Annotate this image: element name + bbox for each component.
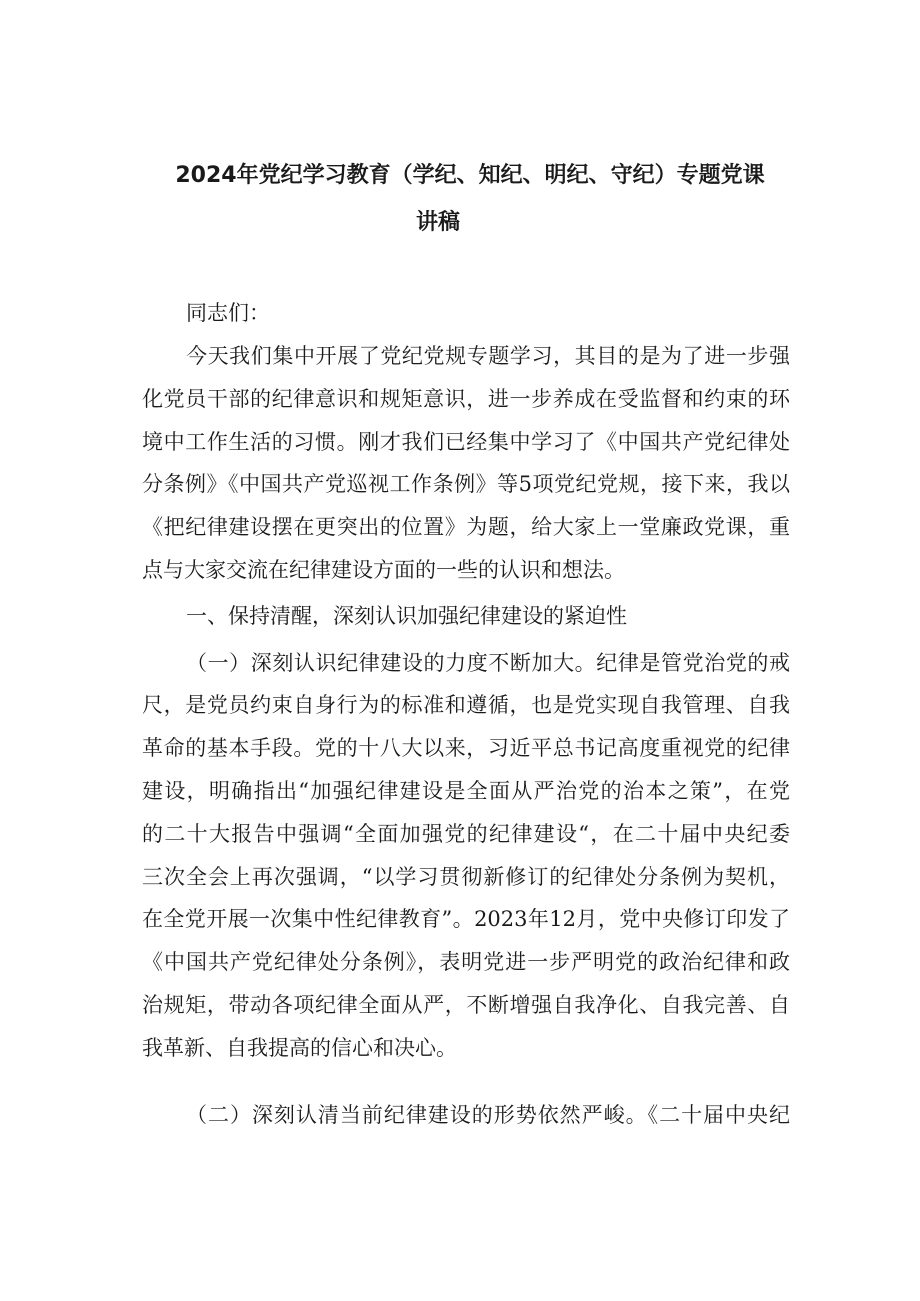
intro-line: 今天我们集中开展了党纪党规专题学习，其目的是为了进一步强 <box>186 344 790 368</box>
paragraph-line: 《中国共产党纪律处分条例》，表明党进一步严明党的政治纪律和政 <box>142 950 790 974</box>
intro-line: 《把纪律建设摆在更突出的位置》为题，给大家上一堂廉政党课，重 <box>142 515 790 539</box>
paragraph-line: 革命的基本手段。党的十八大以来，习近平总书记高度重视党的纪律 <box>142 736 790 760</box>
intro-line: 分条例》《中国共产党巡视工作条例》等5项党纪党规，接下来，我以 <box>142 472 790 496</box>
paragraph-line: （二）深刻认清当前纪律建设的形势依然严峻。《二十届中央纪 <box>186 1103 790 1127</box>
paragraph-line: 建设，明确指出“加强纪律建设是全面从严治党的治本之策”，在党 <box>142 779 790 803</box>
salutation: 同志们： <box>186 301 270 325</box>
paragraph-line: 在全党开展一次集中性纪律教育”。2023年12月，党中央修订印发了 <box>142 907 790 931</box>
paragraph-line: （一）深刻认识纪律建设的力度不断加大。纪律是管党治党的戒 <box>186 651 790 675</box>
intro-line: 化党员干部的纪律意识和规矩意识，进一步养成在受监督和约束的环 <box>142 387 790 411</box>
section-heading-1: 一、保持清醒，深刻认识加强纪律建设的紧迫性 <box>186 604 627 628</box>
paragraph-line: 三次全会上再次强调，“以学习贯彻新修订的纪律处分条例为契机， <box>142 865 790 889</box>
paragraph-line: 尺，是党员约束自身行为的标准和遵循，也是党实现自我管理、自我 <box>142 693 790 717</box>
intro-line: 境中工作生活的习惯。刚才我们已经集中学习了《中国共产党纪律处 <box>142 430 790 454</box>
intro-line: 点与大家交流在纪律建设方面的一些的认识和想法。 <box>142 558 625 582</box>
paragraph-line: 我革新、自我提高的信心和决心。 <box>142 1036 457 1060</box>
paragraph-line: 治规矩，带动各项纪律全面从严，不断增强自我净化、自我完善、自 <box>142 993 790 1017</box>
document-title-line-1: 2024年党纪学习教育（学纪、知纪、明纪、守纪）专题党课 <box>175 163 765 188</box>
document-title-line-2: 讲稿 <box>415 210 460 235</box>
paragraph-line: 的二十大报告中强调“全面加强党的纪律建设“，在二十届中央纪委 <box>142 822 790 846</box>
